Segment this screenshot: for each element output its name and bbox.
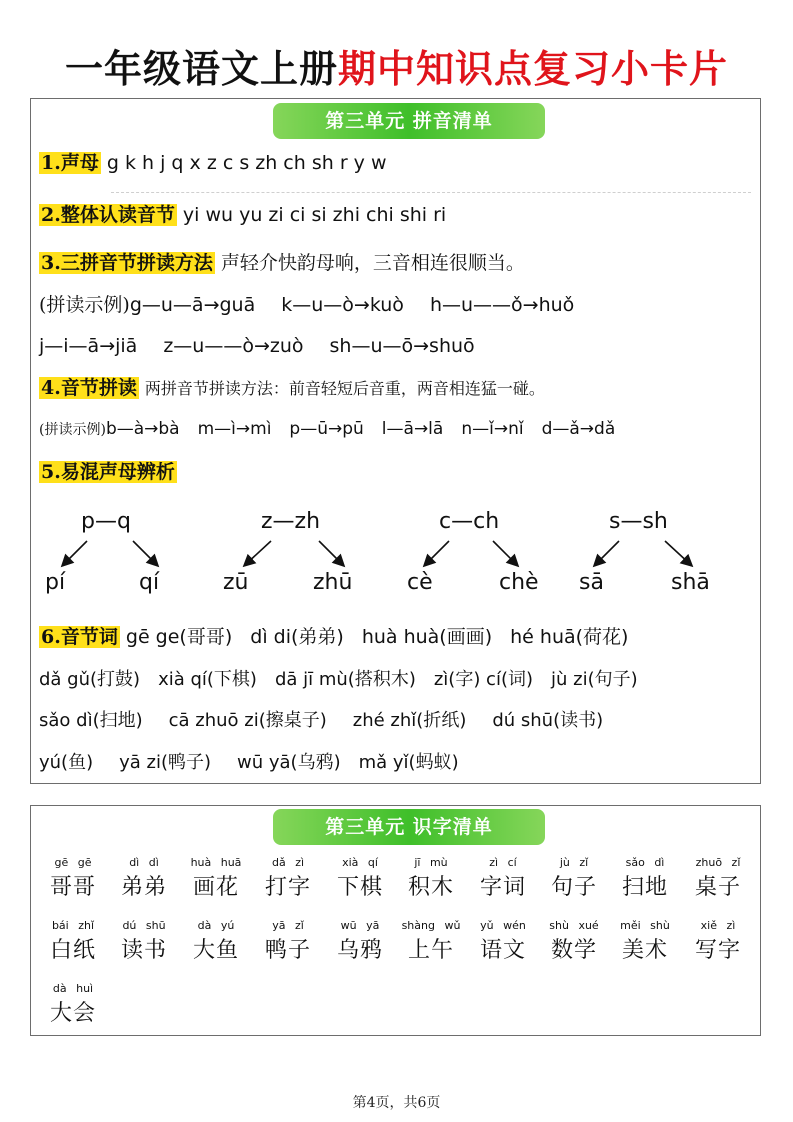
pair-right: qí: [139, 570, 160, 595]
pair-left: zū: [223, 570, 249, 595]
word-hanzi: 桌子: [694, 875, 741, 900]
arrow-right: [319, 541, 343, 565]
word-pinyin: yǔ wén: [480, 919, 526, 932]
word-hanzi: 白纸: [49, 938, 96, 963]
section-text: 两拼音节拼读方法：前音轻短后音重，两音相连猛一碰。: [144, 379, 545, 398]
section-text: g k h j q x z c s zh ch sh r y w: [106, 152, 387, 174]
word-item: gē ge(哥哥): [125, 626, 233, 648]
pair-right: chè: [499, 570, 539, 595]
word-hanzi: 鸭子: [264, 938, 311, 963]
literacy-banner: 第三单元 识字清单: [273, 809, 545, 845]
example-item: z—u——ò→zuò: [163, 335, 304, 357]
word-hanzi: 字词: [479, 875, 526, 900]
literacy-word: [688, 856, 748, 901]
arrow-right: [133, 541, 157, 565]
literacy-word: [43, 856, 103, 901]
pair-top: p—q: [81, 509, 131, 534]
literacy-word: [186, 919, 246, 964]
section-label: 3.三拼音节拼读方法: [41, 252, 213, 274]
word-item: dā jī mù(搭积木): [274, 669, 416, 690]
word-pinyin: dú shū: [122, 919, 166, 932]
word-item: wū yā(乌鸦): [237, 752, 341, 773]
literacy-word: [258, 919, 318, 964]
literacy-word: [544, 919, 604, 964]
word-pinyin: gē gē: [54, 856, 92, 869]
word-hanzi: 扫地: [621, 875, 668, 900]
word-item: dú shū(读书): [492, 710, 604, 731]
word-hanzi: 读书: [120, 938, 167, 963]
literacy-word: [615, 919, 675, 964]
literacy-word: [330, 856, 390, 901]
literacy-word: [473, 856, 533, 901]
pair-left: cè: [407, 570, 433, 595]
word-item: mǎ yǐ(蚂蚁): [358, 752, 459, 773]
word-pinyin: shù xué: [549, 919, 599, 932]
word-pinyin: yā zǐ: [272, 919, 304, 932]
example-item: j—i—ā→jiā: [39, 335, 138, 357]
word-item: sǎo dì(扫地): [39, 710, 143, 731]
section-label: 4.音节拼读: [41, 377, 137, 399]
word-hanzi: 美术: [621, 938, 668, 963]
word-item: zhé zhǐ(折纸): [352, 710, 467, 731]
literacy-word: [186, 856, 246, 901]
arrow-left: [63, 541, 87, 565]
literacy-word: [258, 856, 318, 901]
literacy-word: [473, 919, 533, 964]
word-hanzi: 句子: [550, 875, 597, 900]
word-item: xià qí(下棋): [158, 669, 257, 690]
title-part2: 期中知识点复习小卡片: [338, 46, 729, 91]
literacy-word: [401, 856, 461, 901]
example-item: l—ā→lā: [381, 419, 444, 439]
pair-top: c—ch: [439, 509, 500, 534]
word-pinyin: dà yú: [197, 919, 235, 932]
literacy-word: [114, 856, 174, 901]
example-item: n—ǐ→nǐ: [461, 419, 524, 439]
example-prefix: (拼读示例): [39, 422, 106, 438]
arrow-left: [245, 541, 271, 565]
example-item: p—ū→pū: [289, 419, 364, 439]
word-hanzi: 下棋: [336, 875, 383, 900]
word-hanzi: 大会: [49, 1001, 96, 1026]
word-pinyin: zhuō zǐ: [695, 856, 741, 869]
word-item: yā zi(鸭子): [119, 752, 212, 773]
page-title: [0, 38, 793, 93]
pair-left: pí: [45, 570, 66, 595]
literacy-word: [401, 919, 461, 964]
word-item: huà huà(画画): [361, 626, 493, 648]
arrow-left: [425, 541, 449, 565]
word-item: dǎ gǔ(打鼓): [39, 669, 141, 690]
word-hanzi: 大鱼: [192, 938, 239, 963]
word-pinyin: jī mù: [414, 856, 448, 869]
word-hanzi: 数学: [550, 938, 597, 963]
section-yinjieci: [39, 621, 628, 653]
arrow-left: [595, 541, 619, 565]
pair-top: z—zh: [261, 509, 321, 534]
word-item: dì di(弟弟): [250, 626, 344, 648]
example-item: sh—u—ō→shuō: [329, 335, 475, 357]
word-hanzi: 打字: [264, 875, 311, 900]
word-item: zì(字) cí(词): [433, 669, 534, 690]
word-pinyin: shàng wǔ: [401, 919, 461, 932]
word-pinyin: dì dì: [129, 856, 159, 869]
word-hanzi: 语文: [479, 938, 526, 963]
example-item: m—ì→mì: [197, 419, 272, 439]
pair-top: s—sh: [609, 509, 668, 534]
word-hanzi: 积木: [407, 875, 454, 900]
pair-right: shā: [671, 570, 710, 595]
word-hanzi: 上午: [407, 938, 454, 963]
example-item: k—u—ò→kuò: [281, 294, 404, 316]
yinjieci-line4: [39, 747, 459, 779]
literacy-card: [30, 805, 761, 1036]
example-item: h—u——ǒ→huǒ: [429, 294, 575, 316]
word-item: cā zhuō zi(擦桌子): [168, 710, 327, 731]
word-pinyin: dà huì: [52, 982, 94, 995]
section-label: 1.声母: [41, 152, 99, 174]
word-pinyin: wū yā: [340, 919, 380, 932]
word-hanzi: 画花: [192, 875, 239, 900]
word-hanzi: 哥哥: [49, 875, 96, 900]
arrow-right: [665, 541, 691, 565]
word-hanzi: 弟弟: [120, 875, 167, 900]
word-pinyin: měi shù: [620, 919, 670, 932]
literacy-word: [43, 982, 103, 1027]
word-pinyin: zì cí: [489, 856, 517, 869]
pair-right: zhū: [313, 570, 353, 595]
example-item: d—ǎ→dǎ: [541, 419, 616, 439]
page-footer: 第4页，共6页: [352, 1095, 441, 1111]
word-pinyin: dǎ zì: [271, 856, 305, 869]
pinyin-card: [30, 98, 761, 784]
example-item: b—à→bà: [105, 419, 180, 439]
word-pinyin: sǎo dì: [625, 856, 665, 869]
literacy-word: [114, 919, 174, 964]
literacy-word: [43, 919, 103, 964]
pair-left: sā: [579, 570, 604, 595]
section-label: 2.整体认读音节: [41, 204, 175, 226]
word-hanzi: 乌鸦: [336, 938, 383, 963]
literacy-word: [688, 919, 748, 964]
word-item: hé huā(荷花): [510, 626, 629, 648]
word-pinyin: xiě zì: [700, 919, 736, 932]
title-part1: 一年级语文上册: [64, 46, 338, 91]
word-pinyin: huà huā: [190, 856, 242, 869]
word-pinyin: xià qí: [342, 856, 378, 869]
example-prefix: (拼读示例): [39, 294, 130, 316]
word-pinyin: jù zǐ: [559, 856, 589, 869]
word-item: yú(鱼): [39, 752, 94, 773]
section-text: yi wu yu zi ci si zhi chi shi ri: [182, 204, 447, 226]
word-item: jù zi(句子): [551, 669, 638, 690]
yinjieci-line3: [39, 705, 603, 737]
section-label: 6.音节词: [41, 626, 118, 648]
yinjieci-line2: [39, 664, 638, 696]
example-item: g—u—ā→guā: [129, 294, 256, 316]
pinyin-banner: 第三单元 拼音清单: [273, 103, 545, 139]
word-pinyin: bái zhǐ: [51, 919, 95, 932]
word-hanzi: 写字: [694, 938, 741, 963]
literacy-word: [615, 856, 675, 901]
arrow-right: [493, 541, 517, 565]
section-text: 声轻介快韵母响，三音相连很顺当。: [220, 252, 525, 274]
literacy-word: [544, 856, 604, 901]
section-label: 5.易混声母辨析: [41, 461, 175, 483]
literacy-word: [330, 919, 390, 964]
